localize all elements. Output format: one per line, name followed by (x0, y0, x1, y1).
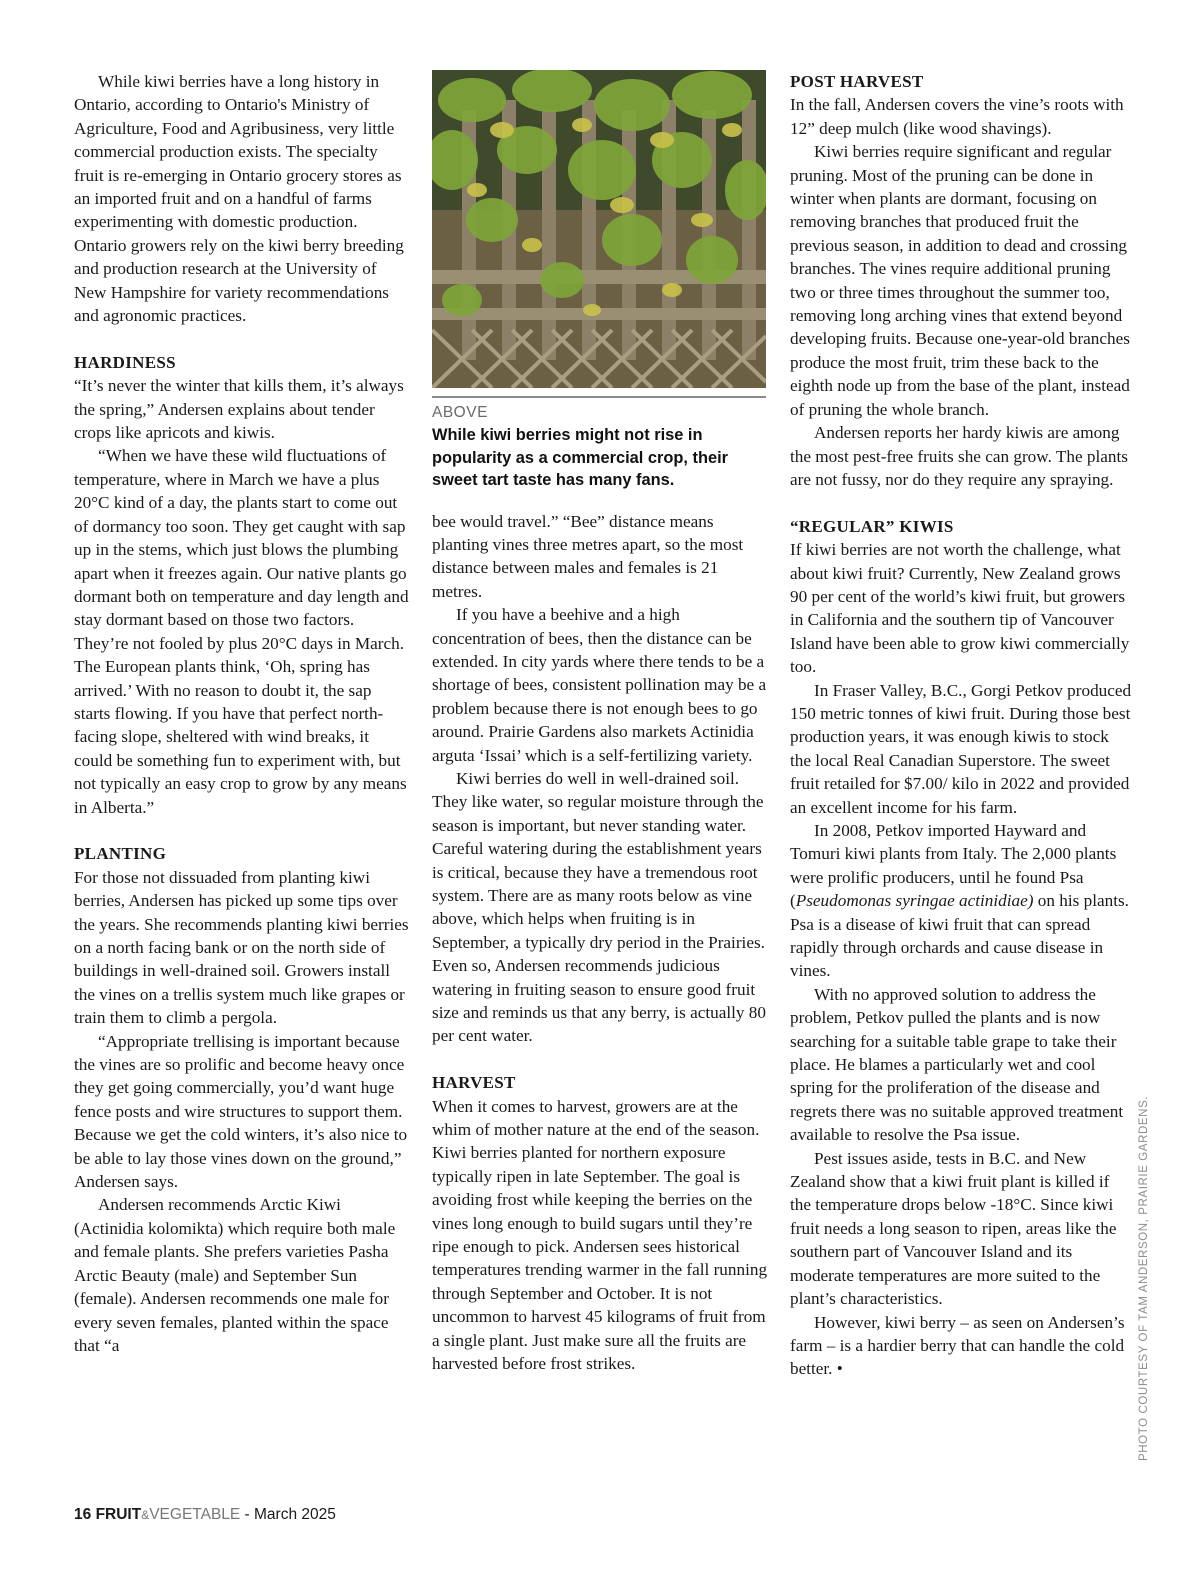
text-run: on his plants. Psa is a disease of kiwi fruit that can spread rapidly through orchards and cause disease in vines. (790, 891, 1129, 981)
page-footer (74, 1506, 336, 1524)
body-paragraph: For those not dissuaded from planting kiwi berries, Andersen has picked up some tips over the years. She recommends planting kiwi berries on a north facing bank or on the north side of buildings in well-drained soil. Growers install the vines on a trellis system much like grapes or train them to climb a pergola. (74, 867, 409, 1028)
body-paragraph: Kiwi berries do well in well-drained soil. They like water, so regular moisture through the season is important, but never standing water. Careful watering during the establishment years is critical, because they have a tremendous root system. There are as many roots below as vine above, which helps when fruiting is in September, a typically dry period in the Prairies. Even so, Andersen recommends judicious watering in fruiting season to ensure good fruit size and reminds us that any berry, is actually 80 per cent water. (432, 768, 766, 1046)
post-harvest-heading: POST HARVEST (790, 72, 924, 91)
body-paragraph: If you have a beehive and a high concentration of bees, then the distance can be extended. In city yards where there tends to be a shortage of bees, consistent pollination may be a problem because there is not enough bees to go around. Prairie Gardens also markets Actinidia arguta ‘Issai’ which is a self-fertilizing variety. (432, 605, 767, 765)
body-paragraph: “When we have these wild fluctuations of temperature, where in March we have a plus 20°C kind of a day, the plants start to come out of dormancy too soon. They get caught with sap up in the stems, which just blows the plumbing apart when it freezes again. Our native plants go dormant both on temperature and day length and stay dormant based on those two factors. They’re not fooled by plus 20°C days in March. The European plants think, ‘Oh, spring has arrived.’ With no reason to doubt it, the sap starts flowing. If you have that perfect north-facing slope, sheltered with wind breaks, it could be something fun to experiment with, but not typically an easy crop to grow by any means in Alberta.” (74, 446, 409, 817)
body-paragraph: In the fall, Andersen covers the vine’s roots with 12” deep mulch (like wood shavings). (790, 95, 1124, 138)
article-column-1 (74, 70, 410, 1357)
regular-kiwis-heading: “REGULAR” KIWIS (790, 516, 954, 536)
body-paragraph: In Fraser Valley, B.C., Gorgi Petkov produced 150 metric tonnes of kiwi fruit. During those best production years, it was enough kiwis to stock the local Real Canadian Superstore. The sweet fruit retailed for $7.00/ kilo in 2022 and provided an excellent income for his farm. (790, 680, 1132, 817)
body-paragraph: If kiwi berries are not worth the challenge, what about kiwi fruit? Currently, New Zealand grows 90 per cent of the world’s kiwi fruit, but growers in California and the southern tip of Vancouver Island have been able to grow kiwi commercially too. (790, 540, 1130, 677)
body-paragraph (790, 819, 1132, 983)
harvest-heading: HARVEST (432, 1073, 516, 1093)
article-column-3 (790, 70, 1132, 1381)
body-paragraph: bee would travel.” “Bee” distance means planting vines three metres apart, so the most distance between males and females is 21 metres. (432, 511, 744, 601)
photo-caption: While kiwi berries might not rise in popularity as a commercial crop, their sweet tart taste has many fans. (432, 426, 729, 489)
planting-heading: PLANTING (74, 844, 167, 864)
body-paragraph: “Appropriate trellising is important because the vines are so prolific and become heavy once they get going commercially, you’d want huge fence posts and wire structures to support them. Because we get the cold winters, it’s also nice to be able to lay those vines down on the ground,” Andersen says. (74, 1031, 408, 1192)
body-paragraph: When it comes to harvest, growers are at the whim of mother nature at the end of the season. Kiwi berries planted for northern exposure typically ripen in late September. The goal is avoiding frost while keeping the berries on the vines long enough to build sugars until they’re ripe enough to pick. Andersen sees historical temperatures trending warmer in the fall running through September and October. It is not uncommon to harvest 45 kilograms of fruit from a single plant. Just make sure all the fruits are harvested before frost strikes. (432, 1096, 768, 1374)
text-run: In 2008, Petkov imported Hayward and Tomuri kiwi plants from Italy. The 2,000 plants were prolific producers, until he found Psa ( (790, 820, 1117, 911)
scientific-name: Pseudomonas syringae actinidiae) (795, 891, 1034, 911)
magazine-name-2: VEGETABLE (149, 1506, 241, 1523)
magazine-ampersand: & (141, 1508, 150, 1522)
kiwi-vine-photo (432, 70, 766, 388)
kiwi-vine-illustration (432, 70, 766, 388)
issue-date: - March 2025 (240, 1506, 336, 1523)
caption-label: ABOVE (432, 404, 488, 421)
intro-paragraph: While kiwi berries have a long history in Ontario, according to Ontario's Ministry of Agriculture, Food and Agribusiness, very little commercial production exists. The specialty fruit is re-emerging in Ontario grocery stores as an imported fruit and on a handful of farms experimenting with domestic production. Ontario growers rely on the kiwi berry breeding and production research at the University of New Hampshire for variety recommendations and agronomic practices. (74, 72, 404, 326)
article-column-2 (432, 70, 768, 1376)
body-paragraph: Kiwi berries require significant and regular pruning. Most of the pruning can be done in winter when plants are dormant, focusing on removing branches that produced fruit the previous season, in addition to dead and crossing branches. The vines require additional pruning two or three times throughout the summer too, removing long arching vines that extend beyond developing fruits. Because one-year-old branches produce the most fruit, trim these back to the eighth node up from the base of the plant, instead of pruning the whole branch. (790, 142, 1130, 419)
hardiness-heading: HARDINESS (74, 352, 176, 372)
body-paragraph: Andersen recommends Arctic Kiwi (Actinidia kolomikta) which require both male and female plants. She prefers varieties Pasha Arctic Beauty (male) and September Sun (female). Andersen recommends one male for every seven females, planted within the space that “a (74, 1195, 396, 1355)
body-paragraph: Andersen reports her hardy kiwis are among the most pest-free fruits she can grow. The plants are not fussy, nor do they require any spraying. (790, 423, 1128, 489)
body-paragraph: Pest issues aside, tests in B.C. and New Zealand show that a kiwi fruit plant is killed if the temperature drops below -18°C. Since kiwi fruit needs a long season to ripen, areas like the southern part of Vancouver Island and its moderate temperatures are more suited to the plant’s characteristics. (790, 1148, 1117, 1309)
column-2-body (432, 510, 768, 1376)
caption-divider (432, 396, 766, 398)
photo-credit: PHOTO COURTESY OF TAM ANDERSON, PRAIRIE GARDENS. (1138, 1095, 1150, 1461)
page-number: 16 (74, 1506, 92, 1523)
body-paragraph: With no approved solution to address the problem, Petkov pulled the plants and is now searching for a suitable table grape to take their place. He blames a particularly wet and cool spring for the proliferation of the disease and regrets there was no suitable approved treatment available to resolve the Psa issue. (790, 984, 1124, 1145)
body-paragraph: However, kiwi berry – as seen on Andersen’s farm – is a hardier berry that can handle the cold better. • (790, 1312, 1125, 1379)
magazine-name: FRUIT (95, 1506, 142, 1523)
body-paragraph: “It’s never the winter that kills them, it’s always the spring,” Andersen explains about tender crops like apricots and kiwis. (74, 376, 404, 443)
